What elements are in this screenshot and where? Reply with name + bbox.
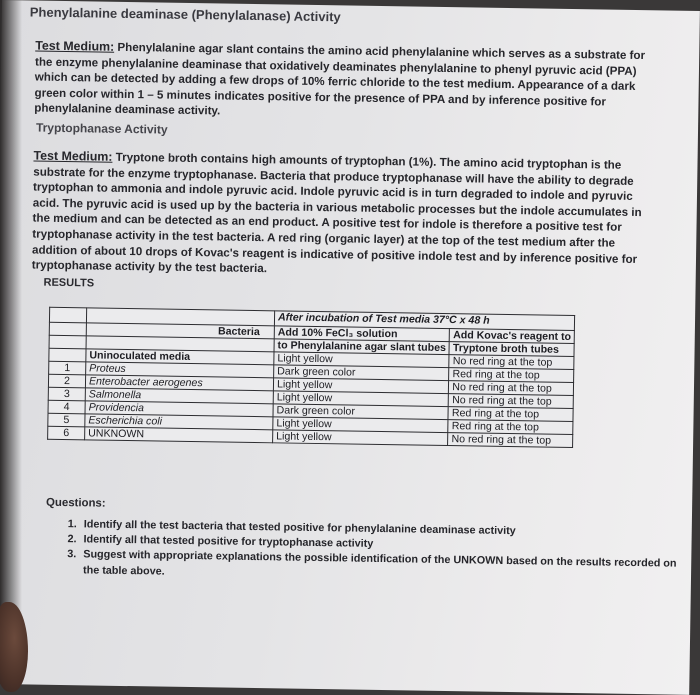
bacteria-name: Providencia (85, 401, 273, 417)
bacteria-header: Bacteria (86, 323, 274, 339)
page-title: Phenylalanine deaminase (Phenylalanase) Activity (29, 4, 341, 25)
kovac-result: No red ring at the top (448, 433, 573, 448)
row-number: 5 (48, 413, 85, 427)
page-shadow (0, 0, 22, 684)
tryptophanase-subtitle: Tryptophanase Activity (35, 120, 168, 137)
kovac-result: Red ring at the top (448, 407, 573, 422)
row-number: 4 (48, 400, 85, 414)
tryptophanase-text: Tryptone broth contains high amounts of tryptophan (1%). The amino acid tryptophan is the substrate for the enzyme tryptophanase. Bacteria that produce tryptophanase will have the ability to degrade tryptophan to ammonia and indole pyruvic acid. Indole pyruvic acid is in turn degraded to indole and pyruvic acid. The pyruvic acid is used up by the bacteria in various metabolic processes but the indole accumulates in the medium and can be detected as an end product. A positive test for indole is therefore a positive test for tryptophanase activity in the test bacteria. A red ring (organic layer) at the top of the test medium after the addition of about 10 drops of Kovac's reagent is indicative of positive indole test and by inference positive for tryptophanase activity by the test bacteria. (31, 150, 642, 276)
table-cell (49, 348, 86, 362)
row-number: 1 (49, 361, 86, 375)
table-cell (49, 307, 86, 323)
kovac-result: Red ring at the top (448, 420, 573, 435)
questions-label: Questions: (46, 496, 106, 510)
kovac-header: Add Kovac's reagent to (450, 329, 575, 344)
question-item: 1. Identify all the test bacteria that tested positive for phenylalanine deaminase activity (80, 517, 680, 542)
test-medium-label: Test Medium: (35, 38, 115, 54)
row-number: 3 (48, 387, 85, 401)
bacteria-name: Enterobacter aerogenes (85, 375, 273, 391)
row-number: 6 (48, 426, 85, 440)
incubation-header: After incubation of Test media 37°C x 48 h (274, 311, 574, 331)
fecl3-result: Light yellow (273, 417, 449, 433)
kovac-result: Red ring at the top (449, 368, 574, 383)
table-cell (49, 322, 86, 336)
test-medium-label: Test Medium: (33, 148, 113, 164)
questions-list (47, 517, 680, 588)
bacteria-name: Proteus (86, 362, 274, 378)
fecl3-result: Light yellow (273, 391, 449, 407)
results-label: RESULTS (43, 276, 95, 290)
results-table (47, 307, 575, 448)
bacteria-name: Salmonella (85, 388, 273, 404)
fecl3-result: Light yellow (274, 352, 450, 368)
fecl3-result: Light yellow (273, 430, 449, 446)
bacteria-name: UNKNOWN (85, 427, 273, 443)
question-item: 3. Suggest with appropriate explanations the possible identification of the UNKOWN based on the results recorded on the table above. (79, 548, 679, 588)
fecl3-header: Add 10% FeCl₃ solution (274, 326, 450, 342)
phenylalanine-text: Phenylalanine agar slant contains the amino acid phenylalanine which serves as a substrate for the enzyme phenylalanine deaminase that oxidatively deaminates phenylalanine to phenyl pyruvic acid (PPA) which can be detected by adding a few drops of 10% ferric chloride to the test medium. Appearance of a dark green color within 1 – 5 minutes indicates positive for the presence of PPA and by inference positive for phenylalanine deaminase activity. (34, 40, 646, 118)
table-cell (49, 335, 86, 349)
kovac-result: No red ring at the top (449, 394, 574, 409)
fecl3-result: Dark green color (273, 404, 449, 420)
fecl3-header: to Phenylalanine agar slant tubes (274, 339, 450, 355)
kovac-header: Tryptone broth tubes (449, 342, 574, 357)
tryptophanase-paragraph (32, 149, 662, 284)
bacteria-name: Escherichia coli (85, 414, 273, 430)
kovac-result: No red ring at the top (449, 381, 574, 396)
row-number: 2 (48, 374, 85, 388)
bacteria-name: Uninoculated media (86, 349, 274, 365)
question-item: 2. Identify all that tested positive for tryptophanase activity (79, 532, 679, 557)
fecl3-result: Light yellow (273, 378, 449, 394)
phenylalanine-paragraph (34, 39, 663, 127)
kovac-result: No red ring at the top (449, 355, 574, 370)
fecl3-result: Dark green color (274, 365, 450, 381)
